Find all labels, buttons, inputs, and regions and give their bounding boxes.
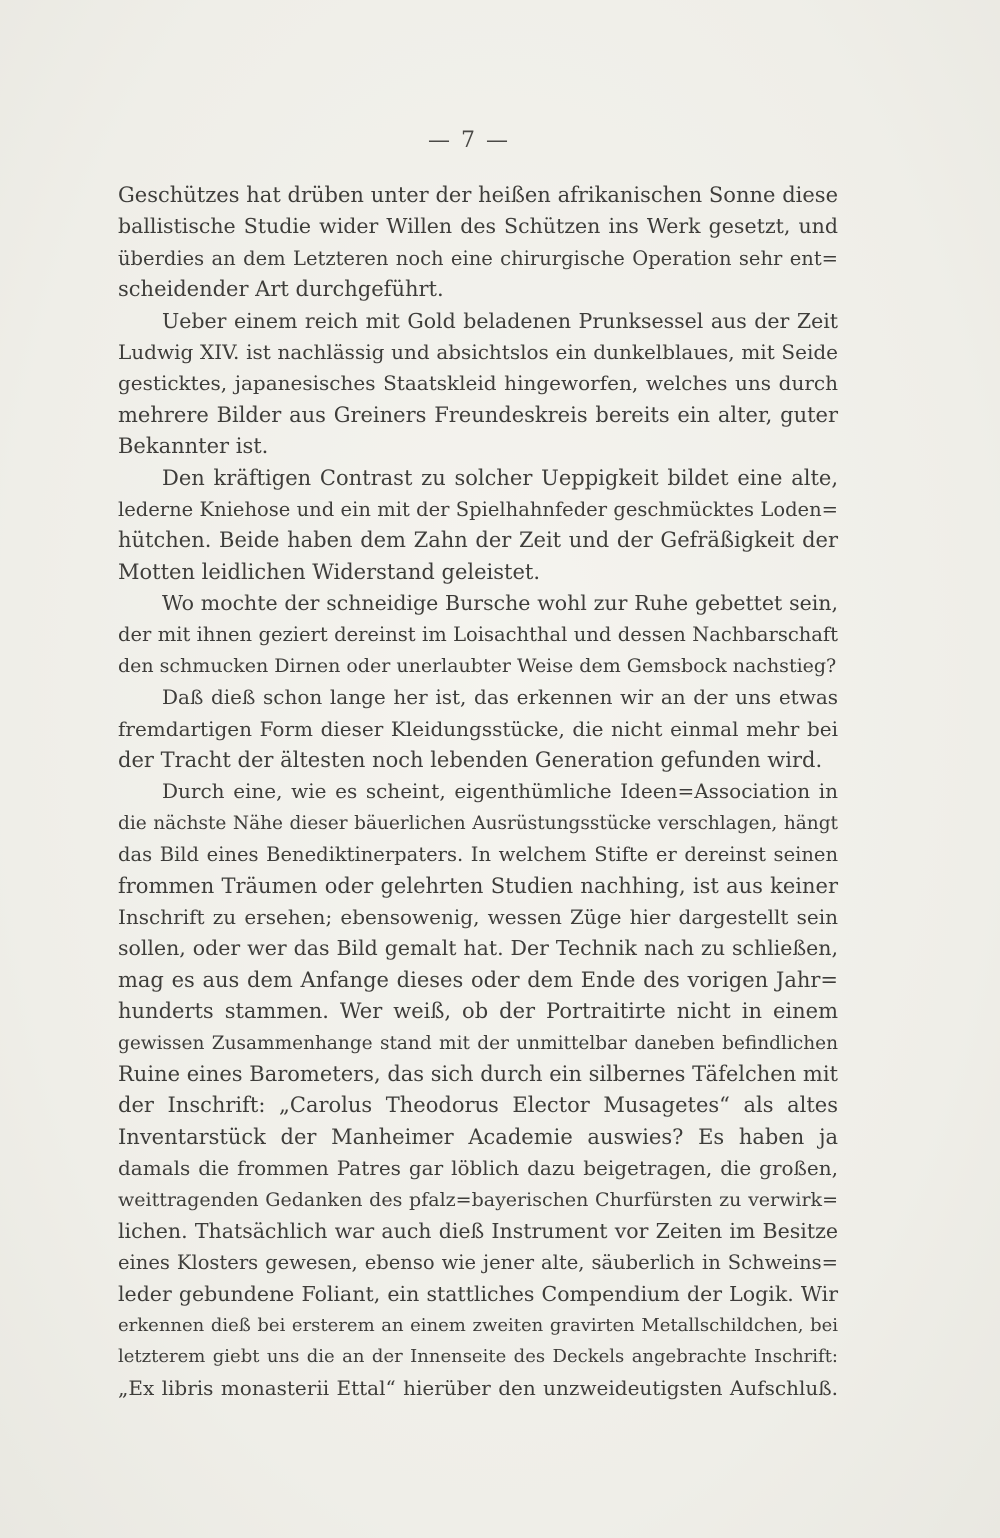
text-line: Den kräftigen Contrast zu solcher Ueppigkeit bildet eine alte,	[162, 465, 838, 490]
text-line: eines Klosters gewesen, ebenso wie jener alte, säuberlich in Schweins=	[118, 1251, 838, 1275]
text-line: damals die frommen Patres gar löblich dazu beigetragen, die großen,	[118, 1156, 838, 1181]
text-line: ballistische Studie wider Willen des Schützen ins Werk gesetzt, und	[118, 214, 838, 239]
text-line: das Bild eines Benediktinerpaters. In welchem Stifte er dereinst seinen	[118, 843, 838, 867]
text-line: „Ex libris monasterii Ettal“ hierüber den unzweideutigsten Aufschluß.	[118, 1375, 838, 1400]
text-line: letzterem giebt uns die an der Innenseite des Deckels angebrachte Inschrift:	[118, 1346, 838, 1368]
text-line: Wo mochte der schneidige Bursche wohl zur Ruhe gebettet sein,	[162, 591, 838, 616]
text-line: lichen. Thatsächlich war auch dieß Instrument vor Zeiten im Besitze	[118, 1218, 838, 1243]
text-line: überdies an dem Letzteren noch eine chirurgische Operation sehr ent=	[118, 246, 838, 270]
text-line: der Inschrift: „Carolus Theodorus Elector Musagetes“ als altes	[118, 1093, 838, 1118]
body-text	[118, 180, 838, 1404]
text-line: mehrere Bilder aus Greiners Freundeskreis bereits ein alter, guter	[118, 402, 838, 427]
text-line: fremdartigen Form dieser Kleidungsstücke, die nicht einmal mehr bei	[118, 716, 838, 741]
text-line: weittragenden Gedanken des pfalz=bayerischen Churfürsten zu verwirk=	[118, 1188, 838, 1211]
text-line: Motten leidlichen Widerstand geleistet.	[118, 559, 541, 584]
page-number: — 7 —	[428, 128, 510, 153]
text-line: gesticktes, japanesisches Staatskleid hingeworfen, welches uns durch	[118, 371, 838, 396]
text-line: mag es aus dem Anfange dieses oder dem Ende des vorigen Jahr=	[118, 967, 838, 992]
text-line: Ruine eines Barometers, das sich durch ein silbernes Täfelchen mit	[118, 1061, 838, 1086]
text-line: Geschützes hat drüben unter der heißen afrikanischen Sonne diese	[118, 183, 838, 207]
text-line: hunderts stammen. Wer weiß, ob der Portraitirte nicht in einem	[118, 999, 838, 1024]
text-line: leder gebundene Foliant, ein stattliches Compendium der Logik. Wir	[118, 1281, 838, 1306]
text-line: Ludwig XIV. ist nachlässig und absichtslos ein dunkelblaues, mit Seide	[118, 339, 838, 364]
text-line: gewissen Zusammenhange stand mit der unmittelbar daneben befindlichen	[118, 1032, 838, 1054]
text-line: hütchen. Beide haben dem Zahn der Zeit und der Gefräßigkeit der	[118, 528, 838, 553]
text-line: die nächste Nähe dieser bäuerlichen Ausrüstungsstücke verschlagen, hängt	[118, 812, 838, 834]
text-line: Daß dieß schon lange her ist, das erkennen wir an der uns etwas	[162, 685, 838, 710]
text-line: sollen, oder wer das Bild gemalt hat. Der Technik nach zu schließen,	[118, 936, 838, 961]
text-line: den schmucken Dirnen oder unerlaubter Weise dem Gemsbock nachstieg?	[118, 654, 837, 677]
text-line: Bekannter ist.	[118, 434, 269, 459]
text-line: der mit ihnen geziert dereinst im Loisachthal und dessen Nachbarschaft	[118, 623, 838, 647]
text-line: frommen Träumen oder gelehrten Studien nachhing, ist aus keiner	[118, 873, 838, 898]
text-line: lederne Kniehose und ein mit der Spielhahnfeder geschmücktes Loden=	[118, 497, 838, 521]
text-line: erkennen dieß bei ersterem an einem zweiten gravirten Metallschildchen, bei	[118, 1315, 838, 1337]
text-line: scheidender Art durchgeführt.	[118, 277, 444, 302]
text-line: Inventarstück der Manheimer Academie auswies? Es haben ja	[118, 1124, 838, 1149]
text-line: der Tracht der ältesten noch lebenden Generation gefunden wird.	[118, 748, 823, 773]
text-line: Ueber einem reich mit Gold beladenen Prunksessel aus der Zeit	[162, 308, 838, 333]
text-line: Durch eine, wie es scheint, eigenthümliche Ideen=Association in	[162, 779, 838, 804]
text-line: Inschrift zu ersehen; ebensowenig, wessen Züge hier dargestellt sein	[118, 904, 838, 929]
